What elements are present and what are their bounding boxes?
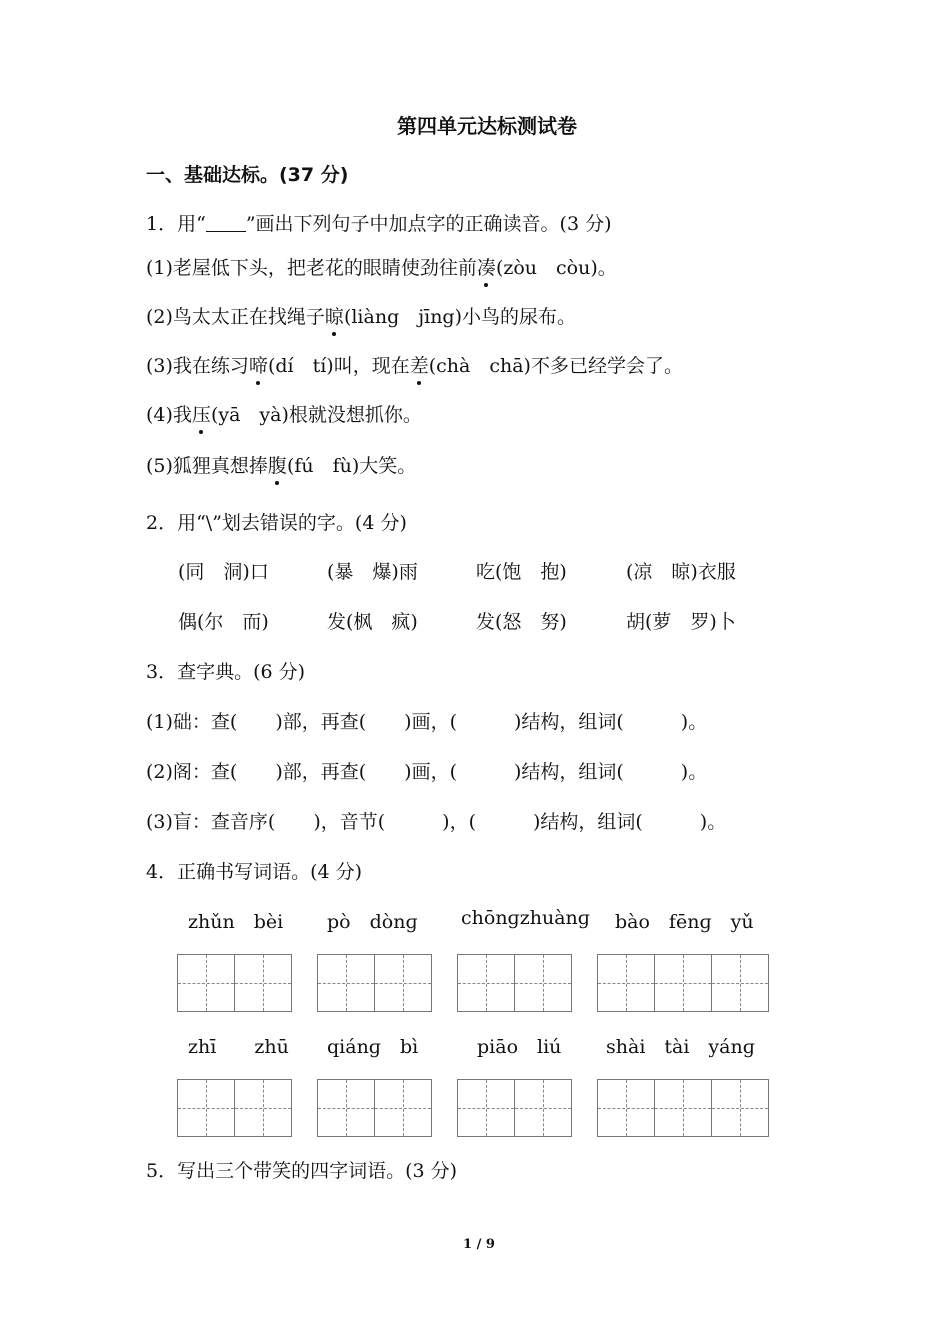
pinyin-label: qiánɡ bì (327, 1036, 419, 1058)
writing-grid-2[interactable] (317, 954, 431, 1012)
writing-grid-2[interactable] (177, 1079, 291, 1137)
q1-item-text: (yā yà)根就没想抓你。 (210, 404, 422, 426)
q2-option: 胡(萝 罗)卜 (626, 611, 736, 633)
question-2-label: 2．用“\”划去错误的字。(4 分) (146, 512, 407, 534)
pinyin-label: zhǔn bèi (188, 911, 284, 933)
grid-cell[interactable] (514, 1079, 572, 1137)
section-heading: 一、基础达标。(37 分) (146, 164, 349, 186)
q1-item-text: (fú fù)大笑。 (286, 455, 417, 477)
grid-cell[interactable] (317, 1079, 375, 1137)
q1-item-3 (146, 351, 683, 378)
grid-cell[interactable] (317, 954, 375, 1012)
pinyin-label: piāo liú (477, 1036, 562, 1058)
dotted-char: 差 (410, 351, 429, 378)
pinyin-label: shài tài yánɡ (606, 1036, 755, 1058)
q1-item-text: (5)狐狸真想捧 (146, 455, 268, 477)
dotted-char: 腹 (268, 451, 287, 478)
pinyin-label: chōnɡzhuànɡ (461, 907, 590, 929)
writing-grid-3[interactable] (597, 1079, 768, 1137)
writing-grid-3[interactable] (597, 954, 768, 1012)
grid-cell[interactable] (711, 954, 769, 1012)
grid-cell[interactable] (374, 1079, 432, 1137)
q2-option: 发(枫 疯) (327, 611, 418, 633)
q2-option: (同 洞)口 (178, 561, 269, 583)
q1-item-2 (146, 302, 576, 329)
grid-cell[interactable] (234, 1079, 292, 1137)
q1-item-5 (146, 451, 416, 478)
q1-item-text: (chà chā)不多已经学会了。 (428, 355, 683, 377)
pinyin-label: zhī zhū (188, 1036, 289, 1058)
q2-option: 偶(尔 而) (178, 611, 269, 633)
grid-cell[interactable] (234, 954, 292, 1012)
q1-item-text: (1)老屋低下头，把老花的眼睛使劲往前 (146, 257, 477, 279)
pinyin-label: pò dònɡ (327, 911, 418, 933)
q1-item-text: (liàng jīng)小鸟的尿布。 (343, 306, 577, 328)
underline-mark (206, 215, 246, 232)
grid-cell[interactable] (597, 954, 655, 1012)
grid-cell[interactable] (654, 954, 712, 1012)
grid-cell[interactable] (711, 1079, 769, 1137)
q1-item-1 (146, 253, 617, 280)
q1-label-pre: 1．用“ (146, 213, 206, 235)
grid-cell[interactable] (597, 1079, 655, 1137)
question-4-label: 4．正确书写词语。(4 分) (146, 861, 363, 883)
page-title: 第四单元达标测试卷 (397, 114, 577, 138)
page-number: 1 / 9 (463, 1237, 495, 1252)
pinyin-label: bào fēnɡ yǔ (615, 911, 754, 933)
q1-label-post: ”画出下列句子中加点字的正确读音。(3 分) (245, 213, 612, 235)
q3-line-2: (2)阁：查( )部，再查( )画，( )结构，组词( )。 (146, 761, 708, 783)
q1-item-4 (146, 400, 422, 427)
q1-item-text: (4)我 (146, 404, 192, 426)
q2-option: 吃(饱 抱) (476, 561, 567, 583)
question-5-label: 5．写出三个带笑的四字词语。(3 分) (146, 1160, 458, 1182)
q1-item-text: (dí tí)叫，现在 (267, 355, 410, 377)
dotted-char: 凑 (477, 253, 496, 280)
q3-line-3: (3)盲：查音序( )，音节( )，( )结构，组词( )。 (146, 811, 727, 833)
question-3-label: 3．查字典。(6 分) (146, 661, 306, 683)
q2-option: (凉 晾)衣服 (626, 561, 736, 583)
grid-cell[interactable] (457, 954, 515, 1012)
q1-item-text: (3)我在练习 (146, 355, 249, 377)
q2-option: (暴 爆)雨 (327, 561, 418, 583)
q3-line-1: (1)础：查( )部，再查( )画，( )结构，组词( )。 (146, 711, 708, 733)
question-1-label (146, 209, 611, 236)
q2-option: 发(怒 努) (476, 611, 567, 633)
grid-cell[interactable] (654, 1079, 712, 1137)
writing-grid-2[interactable] (457, 954, 571, 1012)
q1-item-text: (zòu còu)。 (495, 257, 617, 279)
writing-grid-2[interactable] (457, 1079, 571, 1137)
writing-grid-2[interactable] (317, 1079, 431, 1137)
grid-cell[interactable] (177, 1079, 235, 1137)
grid-cell[interactable] (177, 954, 235, 1012)
dotted-char: 压 (192, 400, 211, 427)
dotted-char: 啼 (249, 351, 268, 378)
grid-cell[interactable] (514, 954, 572, 1012)
grid-cell[interactable] (374, 954, 432, 1012)
writing-grid-2[interactable] (177, 954, 291, 1012)
q1-item-text: (2)鸟太太正在找绳子 (146, 306, 325, 328)
dotted-char: 晾 (325, 302, 344, 329)
grid-cell[interactable] (457, 1079, 515, 1137)
